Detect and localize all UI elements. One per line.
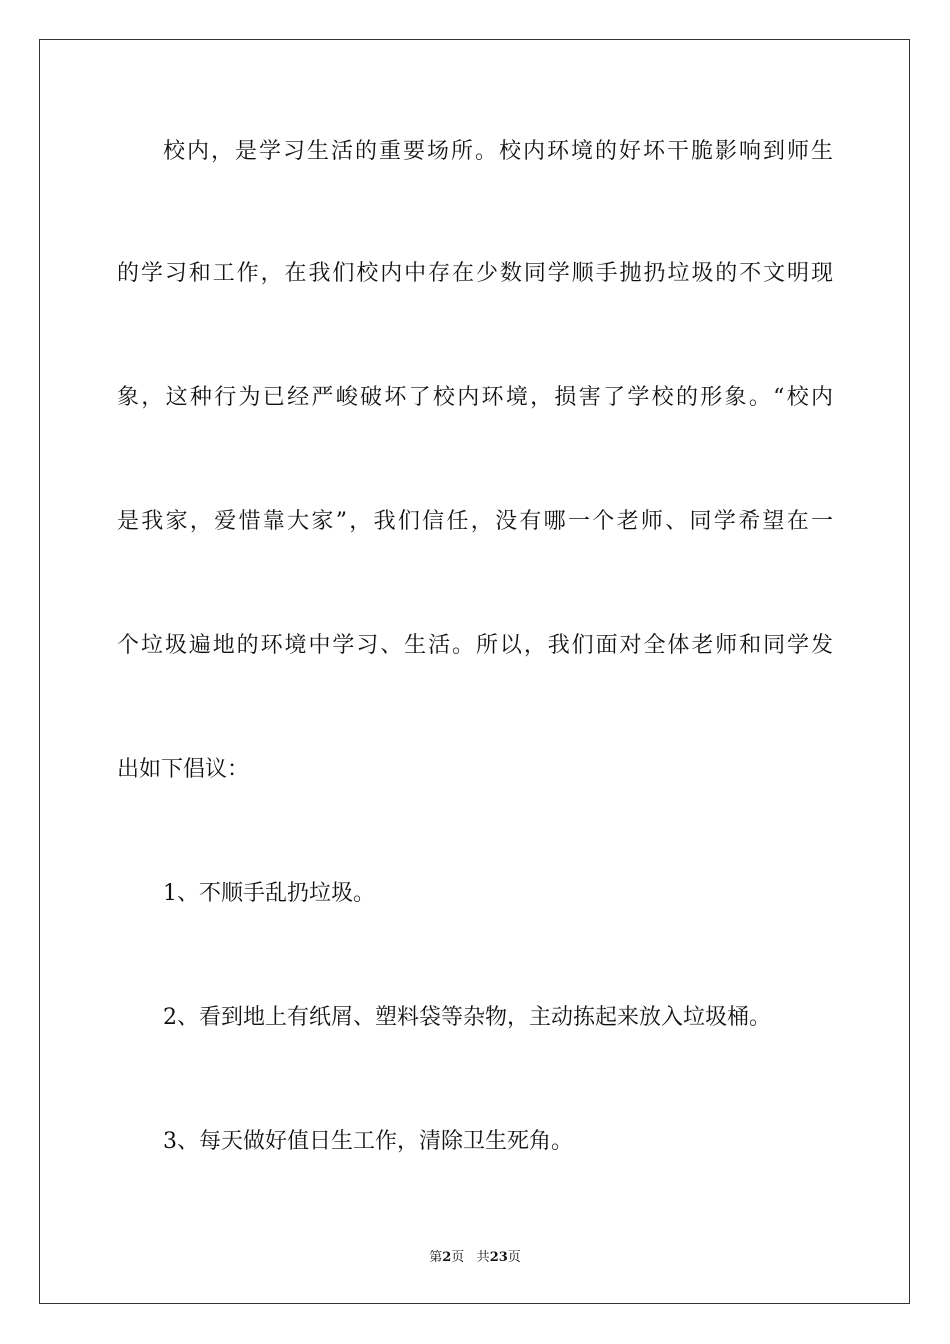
paragraph-line: 象，这种行为已经严峻破坏了校内环境，损害了学校的形象。“校内 <box>117 385 833 410</box>
paragraph-line: 个垃圾遍地的环境中学习、生活。所以，我们面对全体老师和同学发 <box>117 633 833 658</box>
total-label-prefix: 共 <box>476 1250 490 1265</box>
paragraph-line: 出如下倡议： <box>117 757 250 782</box>
paragraph-line: 是我家，爱惜靠大家”，我们信任，没有哪一个老师、同学希望在一 <box>117 509 833 534</box>
paragraph-line: 的学习和工作，在我们校内中存在少数同学顺手抛扔垃圾的不文明现 <box>117 261 833 286</box>
list-item: 2、看到地上有纸屑、塑料袋等杂物，主动拣起来放入垃圾桶。 <box>163 1005 771 1030</box>
current-page-number: 2 <box>442 1250 452 1265</box>
page-label-prefix: 第 <box>429 1250 443 1265</box>
page-label-suffix: 页 <box>451 1250 465 1265</box>
list-item: 3、每天做好值日生工作，清除卫生死角。 <box>163 1129 573 1154</box>
page-footer <box>0 1246 950 1265</box>
total-pages-number: 23 <box>489 1250 508 1265</box>
paragraph-line: 校内，是学习生活的重要场所。校内环境的好坏干脆影响到师生 <box>163 139 833 164</box>
page-border <box>39 39 910 1304</box>
total-label-suffix: 页 <box>507 1250 521 1265</box>
list-item: 1、不顺手乱扔垃圾。 <box>163 881 375 906</box>
